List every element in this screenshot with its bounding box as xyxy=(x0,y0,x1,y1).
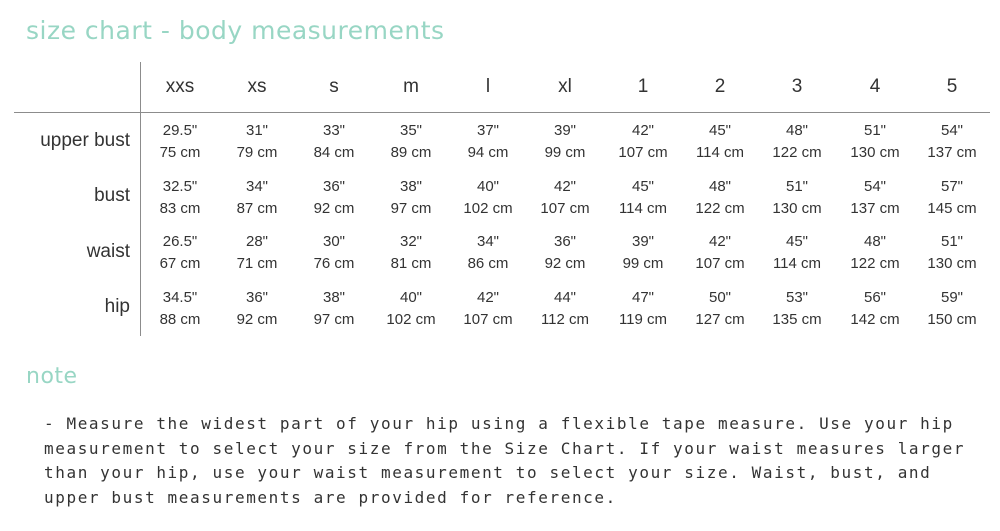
measurement-cell xyxy=(837,120,913,164)
measurement-cell xyxy=(450,231,526,275)
inch-value: 31" xyxy=(245,122,268,139)
cm-value: 88 cm xyxy=(159,311,201,328)
cm-value: 97 cm xyxy=(390,200,432,217)
note-text: - Measure the widest part of your hip using a flexible tape measure. Use your hip measurement to select your size from the Size Chart. If your waist measures larger than your hip, use your waist measurement to select your size. Waist, bust, and upper bust measurements are provided for reference. xyxy=(44,414,966,507)
page-title: size chart - body measurements xyxy=(26,16,445,45)
cm-value: 79 cm xyxy=(236,144,278,161)
size-header-10: 4 xyxy=(869,76,881,97)
cm-value: 114 cm xyxy=(618,200,668,217)
cm-value: 92 cm xyxy=(313,200,355,217)
inch-value: 38" xyxy=(399,178,422,195)
cm-value: 112 cm xyxy=(540,311,590,328)
measurement-cell xyxy=(682,120,758,164)
inch-value: 48" xyxy=(708,178,731,195)
size-header-3: s xyxy=(329,76,339,97)
cm-value: 76 cm xyxy=(313,255,355,272)
inch-value: 26.5" xyxy=(162,233,198,250)
inch-value: 56" xyxy=(863,289,886,306)
measurement-cell xyxy=(142,287,218,331)
measurement-cell xyxy=(450,287,526,331)
inch-value: 50" xyxy=(708,289,731,306)
size-header-11: 5 xyxy=(946,76,958,97)
size-header-4: m xyxy=(403,76,419,97)
cm-value: 71 cm xyxy=(236,255,278,272)
measurement-cell xyxy=(219,176,295,220)
inch-value: 34" xyxy=(245,178,268,195)
inch-value: 40" xyxy=(399,289,422,306)
inch-value: 59" xyxy=(940,289,963,306)
measurement-cell xyxy=(605,176,681,220)
cm-value: 127 cm xyxy=(695,311,745,328)
cm-value: 107 cm xyxy=(540,200,590,217)
measurement-cell xyxy=(219,287,295,331)
cm-value: 137 cm xyxy=(927,144,977,161)
cm-value: 122 cm xyxy=(850,255,900,272)
cm-value: 137 cm xyxy=(850,200,900,217)
cm-value: 135 cm xyxy=(772,311,822,328)
measurement-cell xyxy=(142,120,218,164)
measurement-cell xyxy=(837,176,913,220)
inch-value: 51" xyxy=(863,122,886,139)
inch-value: 57" xyxy=(940,178,963,195)
inch-value: 42" xyxy=(553,178,576,195)
cm-value: 145 cm xyxy=(927,200,977,217)
inch-value: 32.5" xyxy=(162,178,198,195)
cm-value: 102 cm xyxy=(386,311,436,328)
inch-value: 34" xyxy=(476,233,499,250)
cm-value: 150 cm xyxy=(927,311,977,328)
inch-value: 42" xyxy=(476,289,499,306)
row-label: hip xyxy=(104,296,130,317)
inch-value: 33" xyxy=(322,122,345,139)
inch-value: 40" xyxy=(476,178,499,195)
size-header-9: 3 xyxy=(791,76,803,97)
measurement-cell xyxy=(296,120,372,164)
measurement-cell xyxy=(219,231,295,275)
measurement-cell xyxy=(682,287,758,331)
measurement-cell xyxy=(373,176,449,220)
note-heading: note xyxy=(26,364,78,389)
inch-value: 47" xyxy=(631,289,654,306)
measurement-cell xyxy=(219,120,295,164)
inch-value: 54" xyxy=(940,122,963,139)
measurement-cell xyxy=(759,287,835,331)
cm-value: 86 cm xyxy=(467,255,509,272)
inch-value: 48" xyxy=(785,122,808,139)
cm-value: 97 cm xyxy=(313,311,355,328)
inch-value: 34.5" xyxy=(162,289,198,306)
cm-value: 122 cm xyxy=(772,144,822,161)
inch-value: 36" xyxy=(553,233,576,250)
inch-value: 38" xyxy=(322,289,345,306)
row-label: waist xyxy=(86,241,130,262)
measurement-cell xyxy=(373,231,449,275)
inch-value: 48" xyxy=(863,233,886,250)
measurement-cell xyxy=(914,120,990,164)
row-label: upper bust xyxy=(40,130,130,151)
measurement-cell xyxy=(373,287,449,331)
measurement-cell xyxy=(682,231,758,275)
cm-value: 130 cm xyxy=(772,200,822,217)
inch-value: 42" xyxy=(631,122,654,139)
measurement-cell xyxy=(914,287,990,331)
inch-value: 39" xyxy=(631,233,654,250)
cm-value: 107 cm xyxy=(463,311,513,328)
measurement-cell xyxy=(682,176,758,220)
cm-value: 94 cm xyxy=(467,144,509,161)
measurement-cell xyxy=(142,176,218,220)
measurement-cell xyxy=(759,231,835,275)
measurement-cell xyxy=(759,120,835,164)
cm-value: 87 cm xyxy=(236,200,278,217)
cm-value: 114 cm xyxy=(695,144,745,161)
inch-value: 37" xyxy=(476,122,499,139)
cm-value: 102 cm xyxy=(463,200,513,217)
cm-value: 92 cm xyxy=(236,311,278,328)
cm-value: 67 cm xyxy=(159,255,201,272)
measurement-cell xyxy=(142,231,218,275)
inch-value: 39" xyxy=(553,122,576,139)
size-header-8: 2 xyxy=(714,76,726,97)
cm-value: 89 cm xyxy=(390,144,432,161)
measurement-cell xyxy=(837,287,913,331)
measurement-cell xyxy=(296,231,372,275)
inch-value: 45" xyxy=(708,122,731,139)
cm-value: 119 cm xyxy=(618,311,668,328)
inch-value: 35" xyxy=(399,122,422,139)
measurement-cell xyxy=(914,176,990,220)
cm-value: 107 cm xyxy=(695,255,745,272)
size-header-7: 1 xyxy=(637,76,649,97)
measurement-cell xyxy=(527,231,603,275)
measurement-cell xyxy=(605,120,681,164)
cm-value: 81 cm xyxy=(390,255,432,272)
size-header-1: xxs xyxy=(165,76,195,97)
measurement-cell xyxy=(296,176,372,220)
inch-value: 51" xyxy=(940,233,963,250)
size-header-2: xs xyxy=(247,76,267,97)
cm-value: 84 cm xyxy=(313,144,355,161)
measurement-cell xyxy=(527,176,603,220)
measurement-cell xyxy=(527,287,603,331)
cm-value: 122 cm xyxy=(695,200,745,217)
cm-value: 99 cm xyxy=(544,144,586,161)
size-header-6: xl xyxy=(558,76,572,97)
cm-value: 107 cm xyxy=(618,144,668,161)
inch-value: 45" xyxy=(631,178,654,195)
measurement-cell xyxy=(296,287,372,331)
header-divider xyxy=(14,112,990,113)
measurement-cell xyxy=(837,231,913,275)
inch-value: 36" xyxy=(245,289,268,306)
inch-value: 32" xyxy=(399,233,422,250)
row-label: bust xyxy=(94,185,130,206)
measurement-cell xyxy=(605,287,681,331)
measurement-cell xyxy=(527,120,603,164)
inch-value: 28" xyxy=(245,233,268,250)
inch-value: 30" xyxy=(322,233,345,250)
cm-value: 75 cm xyxy=(159,144,201,161)
cm-value: 114 cm xyxy=(772,255,822,272)
size-header-5: l xyxy=(485,76,491,97)
cm-value: 130 cm xyxy=(927,255,977,272)
measurement-cell xyxy=(373,120,449,164)
inch-value: 29.5" xyxy=(162,122,198,139)
inch-value: 36" xyxy=(322,178,345,195)
cm-value: 142 cm xyxy=(850,311,900,328)
label-column-divider xyxy=(140,62,141,336)
measurement-cell xyxy=(759,176,835,220)
inch-value: 51" xyxy=(785,178,808,195)
inch-value: 53" xyxy=(785,289,808,306)
measurement-cell xyxy=(605,231,681,275)
measurement-cell xyxy=(450,120,526,164)
measurement-cell xyxy=(450,176,526,220)
cm-value: 92 cm xyxy=(544,255,586,272)
cm-value: 130 cm xyxy=(850,144,900,161)
measurement-cell xyxy=(914,231,990,275)
inch-value: 44" xyxy=(553,289,576,306)
inch-value: 54" xyxy=(863,178,886,195)
cm-value: 99 cm xyxy=(622,255,664,272)
inch-value: 42" xyxy=(708,233,731,250)
cm-value: 83 cm xyxy=(159,200,201,217)
inch-value: 45" xyxy=(785,233,808,250)
